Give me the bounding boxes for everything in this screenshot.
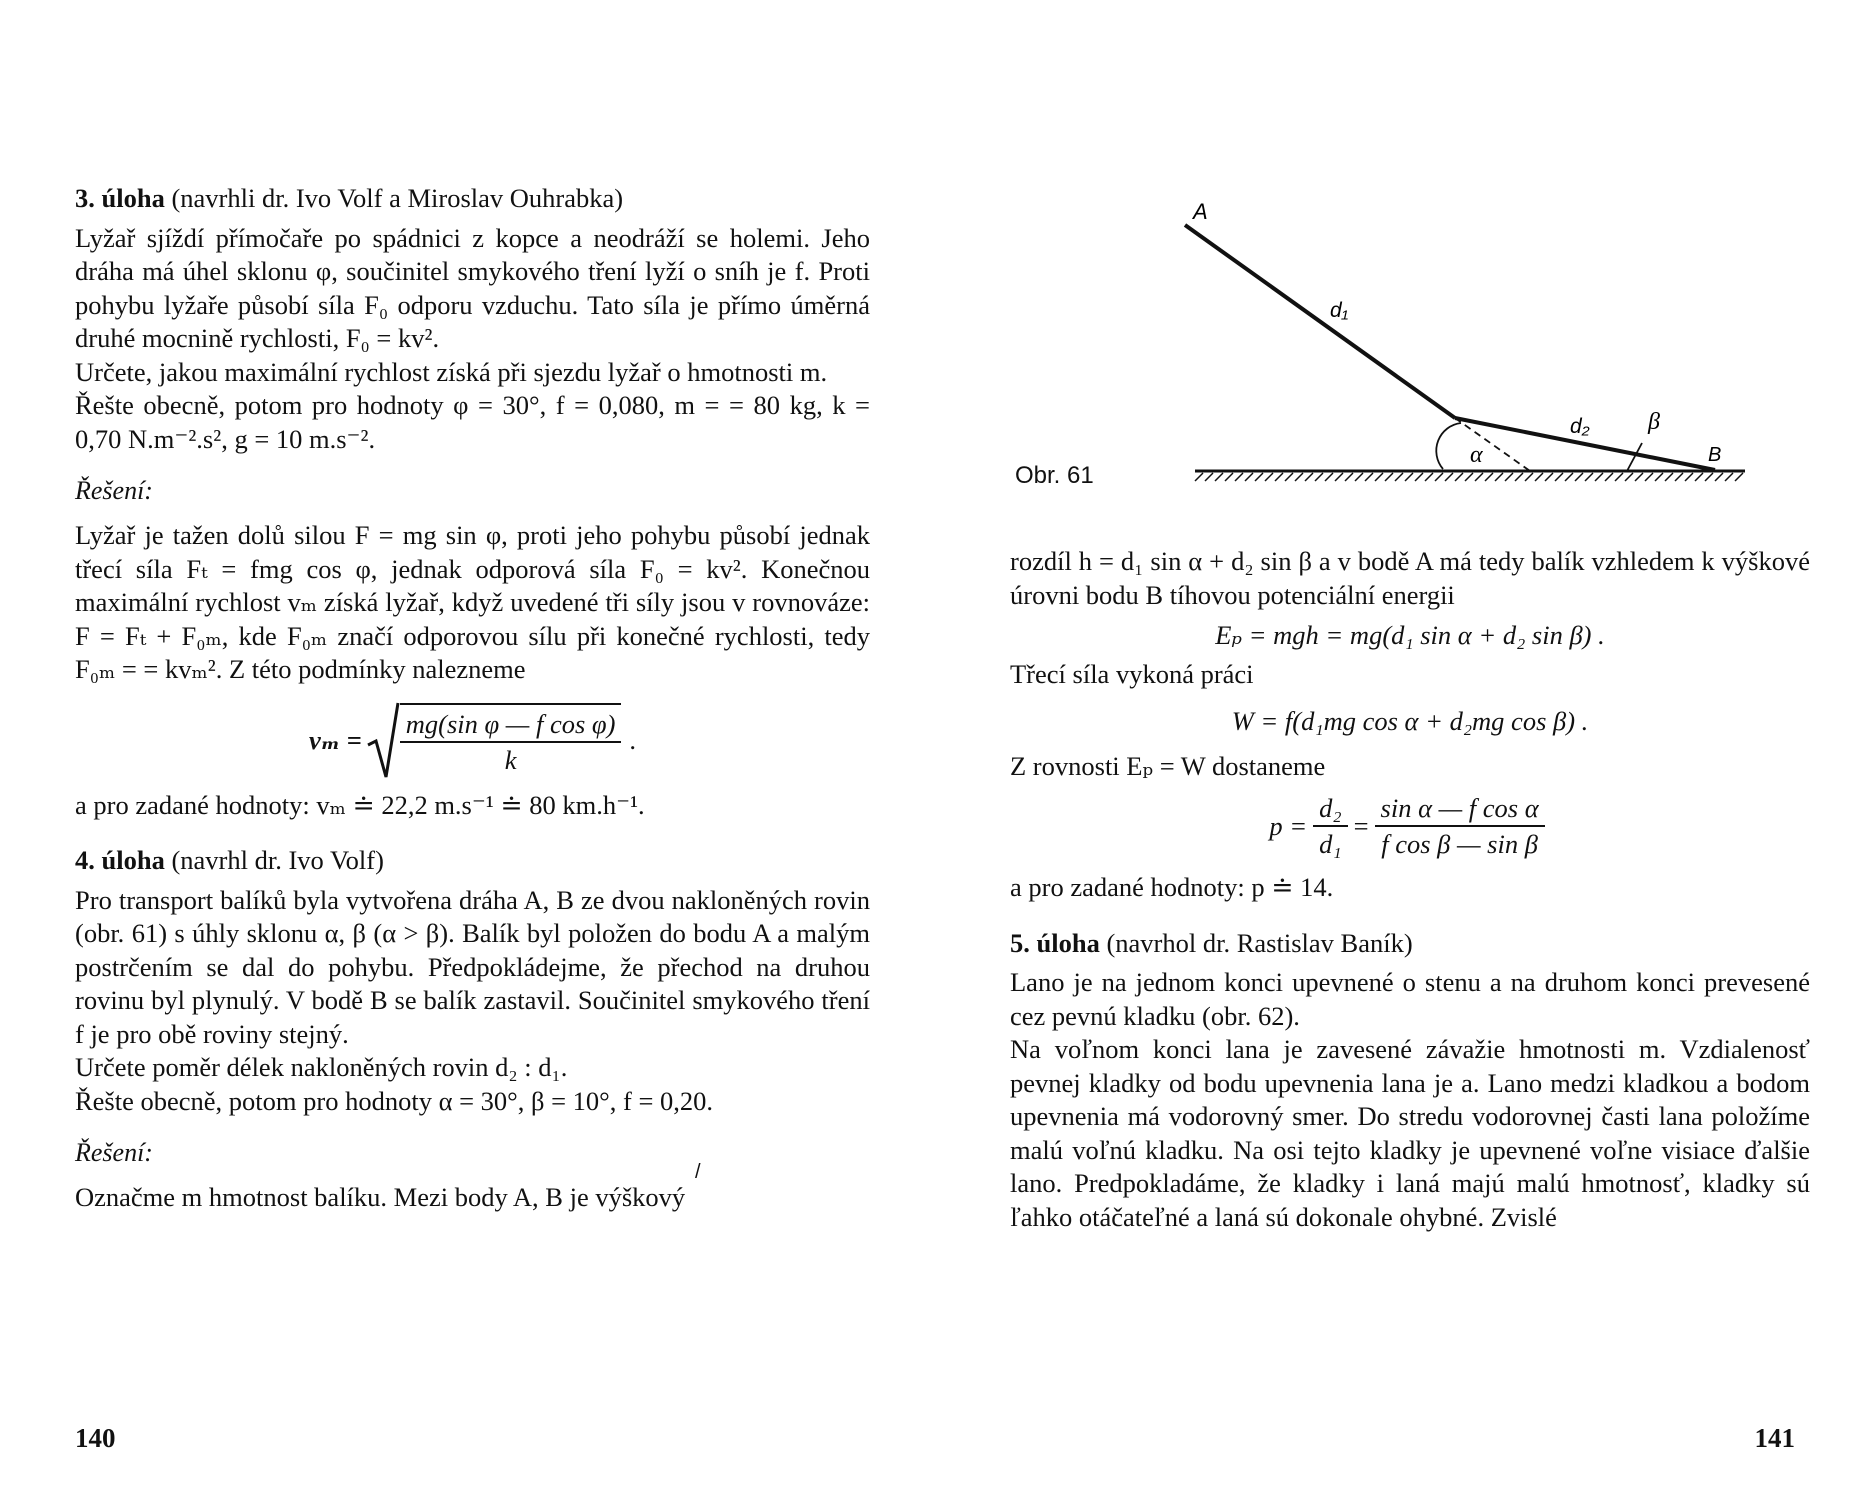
task4-solution-label [75,1136,870,1183]
ratio-num-1: d₂ [1313,791,1347,827]
task4-heading [75,844,870,878]
equality-text: Z rovnosti Eₚ = W dostaneme [1010,750,1326,781]
task4-solution-label-text: Řešení: [75,1138,153,1167]
stray-mark: / [695,1161,701,1183]
task5-heading [1010,927,1810,961]
ratio-den-2: f cos β — sin β [1381,829,1538,859]
label-alpha: α [1470,442,1483,468]
label-d1: d₁ [1330,299,1349,322]
radical-sign-icon [366,701,400,779]
task3-solution-label: Řešení: [75,476,153,505]
task5-authors: (navrhol dr. Rastislav Baník) [1106,927,1413,958]
ratio-result: a pro zadané hodnoty: p ≐ 14. [1010,872,1334,902]
friction-text: Třecí síla vykoná práci [1010,659,1254,689]
task5-body-2: Na voľnom konci lana je zavesené závažie hmotnosti m. Vzdialenosť pevnej kladky od bodu upevnenia lana je a. Lano medzi kladkou a bodom upevnenia má vodorovný smer. Do stredu vodorovnej časti lana položíme malú voľnú kladku. Na osi tejto kladky je upevnené voľne visiace ďalšie lano. Predpokladáme, že kladky i laná majú malú hmotnosť, kladky sú ľahko otáčateľné a laná sú dokonale ohybné. Zvislé [1010,1034,1810,1232]
inclined-planes-diagram [1015,195,1775,495]
formula-denominator: k [504,744,517,775]
ratio-num-2: sin α — f cos α [1375,791,1545,827]
task4-solution-body: Označme m hmotnost balíku. Mezi body A, B je výškový [75,1182,686,1212]
task3-authors: (navrhli dr. Ivo Volf a Miroslav Ouhrabka) [171,183,624,213]
task4-authors: (navrhl dr. Ivo Volf) [171,845,384,875]
task4-body-3: Řešte obecně, potom pro hodnoty α = 30°, β = 10°, f = 0,20. [75,1085,714,1116]
task3-number: 3. úloha [75,183,165,213]
alpha-arc [1436,423,1461,469]
energy-equation: Eₚ = mgh = mg(d₁ sin α + d₂ sin β) . [1215,620,1605,650]
plane-d1 [1185,225,1455,418]
left-column [75,182,870,1215]
right-column [1010,545,1810,1234]
square-root [366,701,622,779]
ground-hatching [1195,473,1743,481]
formula-end: . [629,724,637,755]
task3-heading [75,182,870,216]
label-a: A [1193,199,1208,224]
formula-numerator: mg(sin φ — f cos φ) [400,707,622,743]
ratio-lhs: p = [1269,811,1308,841]
figure-61 [1015,195,1775,500]
task3-formula [75,701,870,779]
work-equation: W = f(d₁mg cos α + d₂mg cos β) . [1231,705,1589,736]
ratio-mid: = [1353,811,1369,841]
ratio-equation [1010,791,1810,861]
beta-arc [1627,443,1642,471]
task4-number: 4. úloha [75,845,165,875]
ratio-fraction-1 [1313,791,1347,861]
task5-number: 5. úloha [1010,927,1100,958]
right-page [935,0,1870,1500]
figure-caption: Obr. 61 [1015,462,1094,489]
label-beta: β [1648,409,1660,435]
label-b: B [1708,444,1722,466]
task4-body-2: Určete poměr délek nakloněných rovin d₂ : d₁. [75,1052,568,1082]
task5-body-1: Lano je na jednom konci upevnené o stenu a na druhom konci prevesené cez pevnú kladku (obr. 62). [1010,967,1810,1031]
ratio-fraction-2 [1375,791,1545,861]
task3-solution-body: Lyžař je tažen dolů silou F = mg sin φ, proti jeho pohybu působí jednak třecí síla Fₜ = fmg cos φ, jednak odporová síla F₀ = kv². Konečnou maximální rychlost vₘ získá lyžař, když uvedené tři síly jsou v rovnováze: F = Fₜ + F₀ₘ, kde F₀ₘ značí odporovou sílu při konečné rychlosti, tedy F₀ₘ = = kvₘ². Z této podmínky nalezneme [75,520,870,684]
formula-lhs: vₘ = [308,724,362,755]
task3-result: a pro zadané hodnoty: vₘ ≐ 22,2 m.s⁻¹ ≐ 80 km.h⁻¹. [75,789,645,820]
task3-body-1: Lyžař sjíždí přímočaře po spádnici z kopce a neodráží se holemi. Jeho dráha má úhel sklonu φ, součinitel smykového tření lyží o sníh je f. Proti pohybu lyžaře působí síla F₀ odporu vzduchu. Tato síla je přímo úměrná druhé mocnině rychlosti, F₀ = kv². [75,222,870,353]
task4-body-1: Pro transport balíků byla vytvořena dráha A, B ze dvou nakloněných rovin (obr. 61) s úhly sklonu α, β (α > β). Balík byl položen do bodu A a malým postrčením se dal do pohybu. Předpokládejme, že přechod na druhou rovinu byl plynulý. V bodě B se balík zastavil. Součinitel smykového tření f je pro obě roviny stejný. [75,884,870,1049]
page-number-right: 141 [1754,1423,1795,1453]
radicand [400,703,622,777]
continuation-text: rozdíl h = d₁ sin α + d₂ sin β a v bodě A má tedy balík vzhledem k výškové úrovni bodu B tíhovou potenciální energii [1010,546,1810,610]
label-d2: d₂ [1570,415,1590,438]
ratio-den-1: d₁ [1319,829,1342,859]
page-number-left: 140 [75,1423,116,1453]
task3-body-2: Určete, jakou maximální rychlost získá při sjezdu lyžař o hmotnosti m. [75,356,828,387]
task3-body-3: Řešte obecně, potom pro hodnoty φ = 30°, f = 0,080, m = = 80 kg, k = 0,70 N.m⁻².s², g = 10 m.s⁻². [75,390,870,454]
